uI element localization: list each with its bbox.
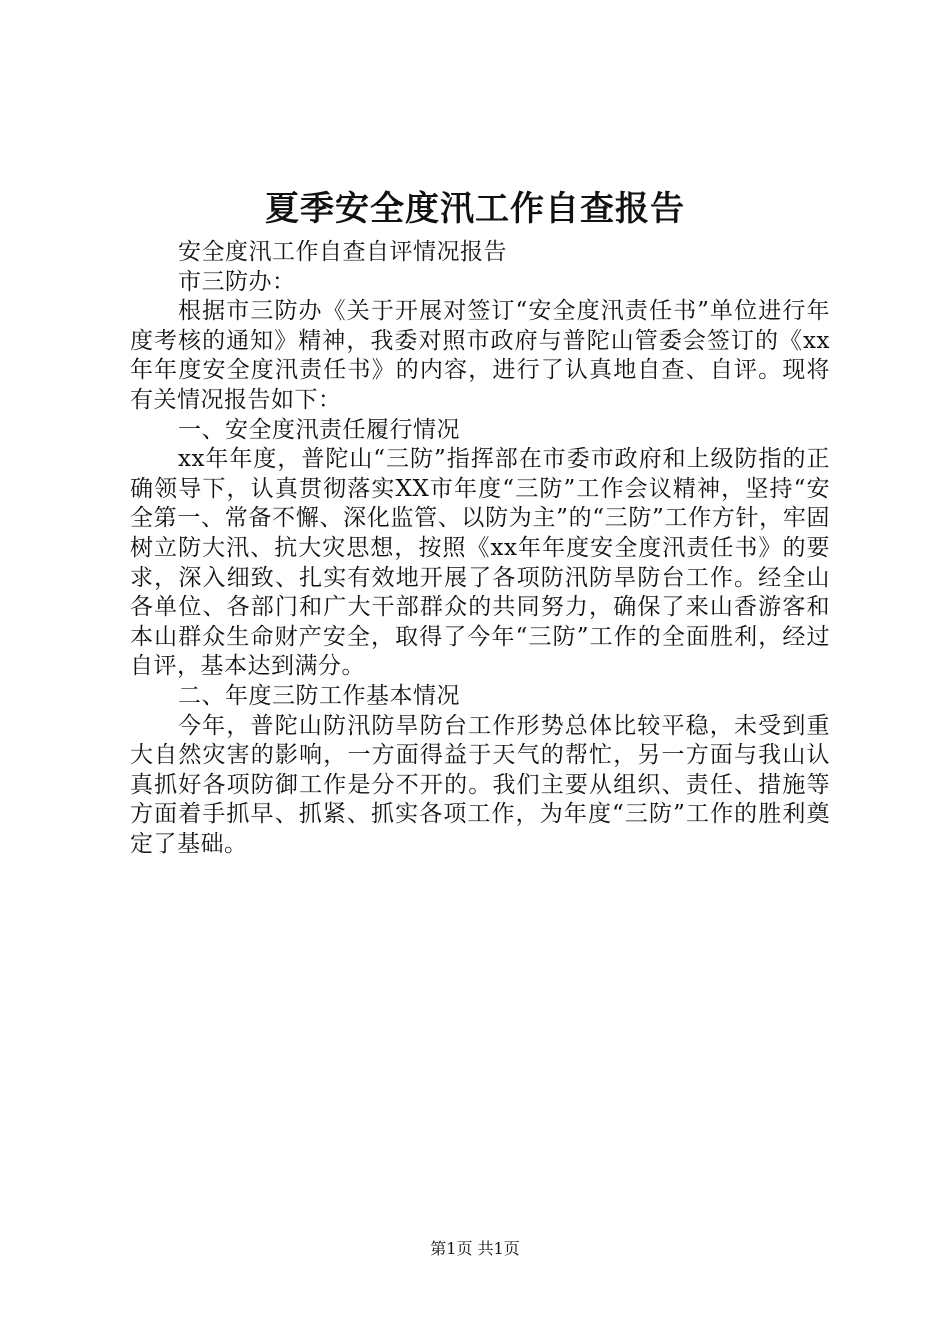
intro-paragraph: 根据市三防办《关于开展对签订“安全度汛责任书”单位进行年度考核的通知》精神，我委对照市政府与普陀山管委会签订的《xx年年度安全度汛责任书》的内容，进行了认真地自查、自评。现将有关情况报告如下：	[130, 298, 830, 413]
section-1-paragraph: xx年年度，普陀山“三防”指挥部在市委市政府和上级防指的正确领导下，认真贯彻落实XX市年度“三防”工作会议精神，坚持“安全第一、常备不懈、深化监管、以防为主”的“三防”工作方针，牢固树立防大汛、抗大灾思想，按照《xx年年度安全度汛责任书》的要求，深入细致、扎实有效地开展了各项防汛防旱防台工作。经全山各单位、各部门和广大干部群众的共同努力，确保了来山香游客和本山群众生命财产安全，取得了今年“三防”工作的全面胜利，经过自评，基本达到满分。	[130, 446, 830, 680]
report-subtitle: 安全度汛工作自查自评情况报告	[178, 239, 507, 265]
addressee: 市三防办：	[178, 268, 296, 295]
section-heading-2: 二、年度三防工作基本情况	[178, 682, 460, 709]
section-heading-1: 一、安全度汛责任履行情况	[178, 416, 460, 443]
section-2-paragraph: 今年，普陀山防汛防旱防台工作形势总体比较平稳，未受到重大自然灾害的影响，一方面得益于天气的帮忙，另一方面与我山认真抓好各项防御工作是分不开的。我们主要从组织、责任、措施等方面着手抓早、抓紧、抓实各项工作，为年度“三防”工作的胜利奠定了基础。	[130, 712, 830, 857]
document-body	[130, 238, 830, 859]
page-footer: 第1页 共1页	[430, 1239, 520, 1258]
document-title: 夏季安全度汛工作自查报告	[265, 189, 685, 229]
